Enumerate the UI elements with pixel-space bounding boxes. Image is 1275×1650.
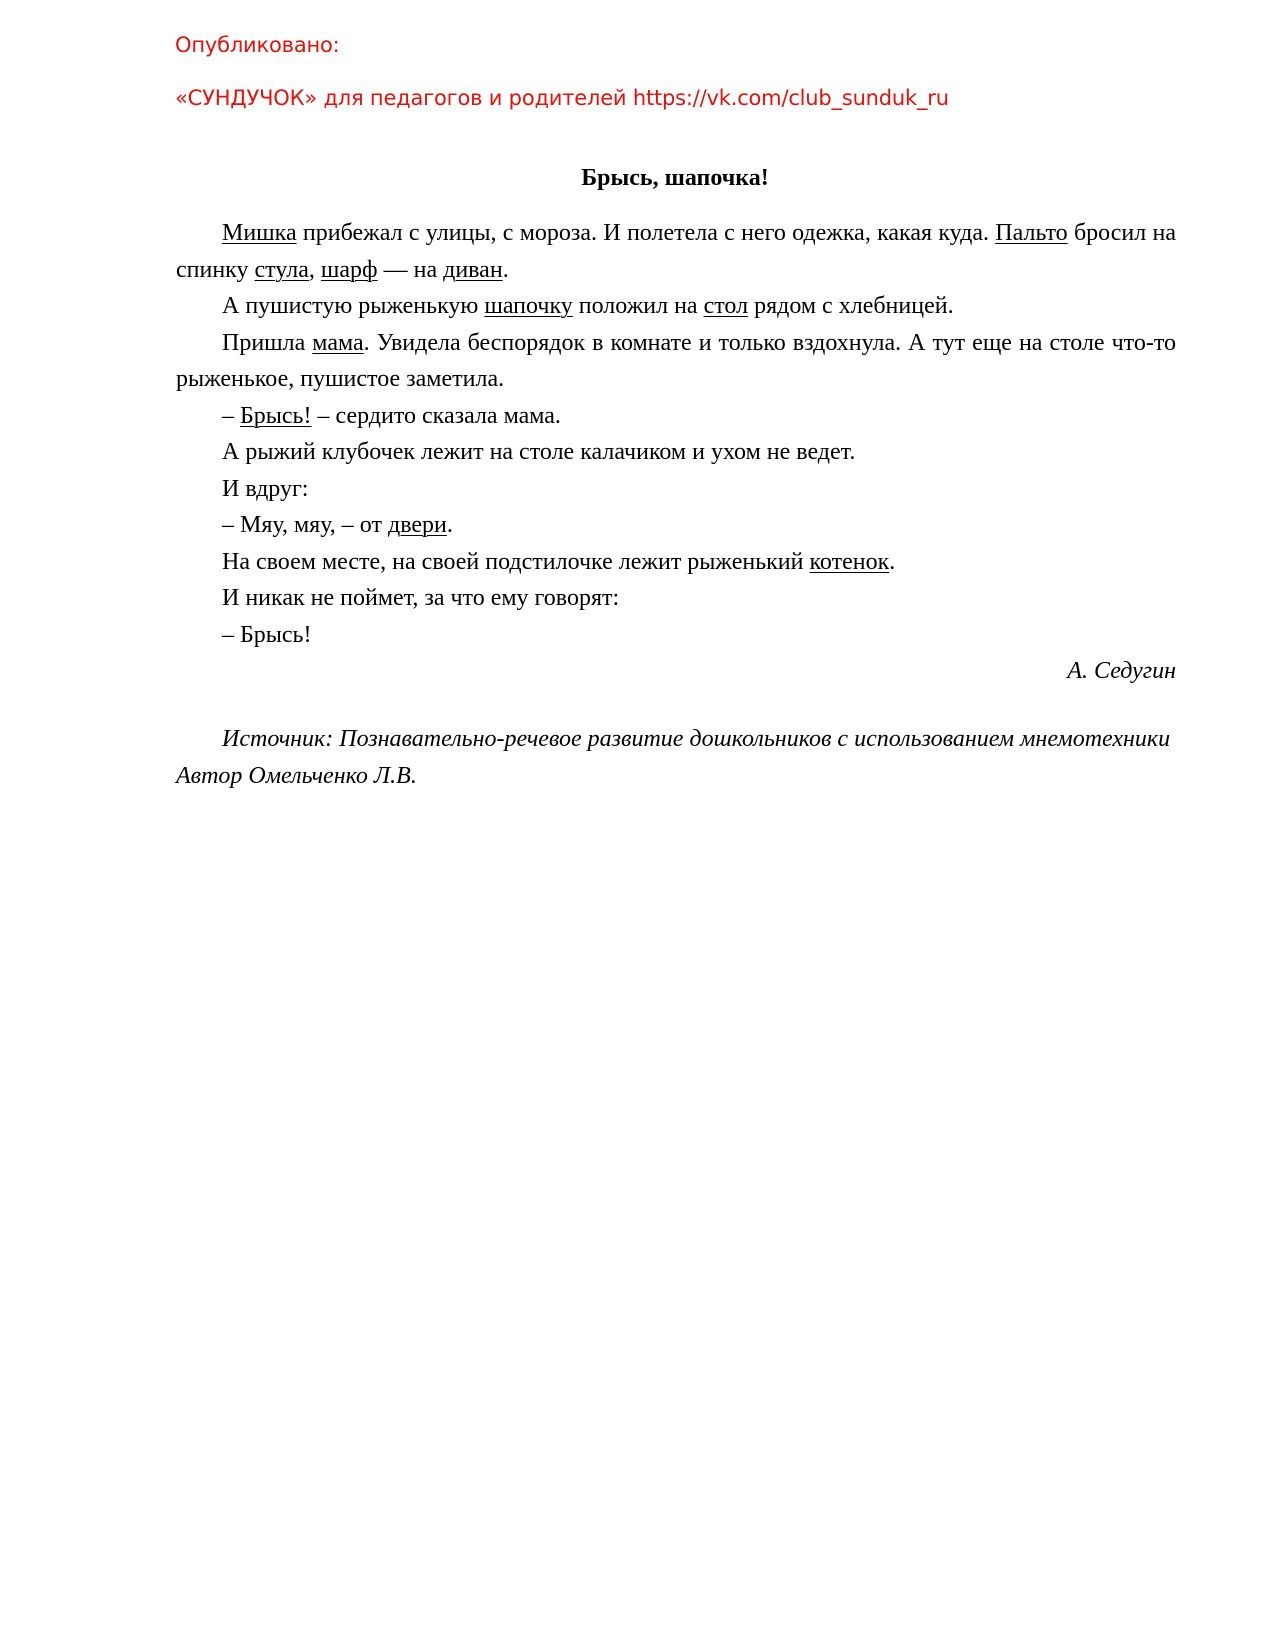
keyword-mishka: Мишка: [222, 220, 297, 246]
paragraph-2: [176, 288, 1176, 325]
keyword-stol: стол: [703, 293, 749, 319]
keyword-kotenok: котенок: [809, 548, 890, 575]
paragraph-3: [176, 325, 1176, 398]
keyword-palto: Пальто: [995, 220, 1068, 246]
paragraph-text: . Увидела беспорядок в комнате и только вздохнула. А тут еще на столе что-то рыженькое, пушистое заметила.: [176, 329, 1176, 392]
paragraph-10: – Брысь!: [222, 621, 312, 648]
paragraph-text: прибежал с улицы, с мороза. И полетела с него одежка, какая куда.: [296, 220, 996, 246]
keyword-shapochka: шапочку: [484, 293, 573, 319]
paragraph-text: .: [889, 548, 896, 575]
paragraph-text: Пришла: [222, 329, 313, 356]
keyword-mama: мама: [312, 329, 364, 356]
paragraph-text: положил на: [572, 293, 704, 319]
keyword-stul: стула: [254, 256, 309, 283]
paragraph-5: А рыжий клубочек лежит на столе калачиком и ухом не ведет.: [222, 439, 856, 465]
keyword-sharf: шарф: [320, 256, 378, 283]
keyword-divan: диван: [443, 256, 503, 283]
keyword-dver: двери: [387, 512, 447, 538]
paragraph-1: [176, 215, 1176, 288]
source-note: Источник: Познавательно-речевое развитие дошкольников с использованием мнемотехники Автор Омельченко Л.В.: [176, 726, 1171, 789]
paragraph-text: — на: [377, 256, 444, 283]
paragraph-6: И вдруг:: [222, 475, 309, 502]
paragraph-text: рядом с хлебницей.: [748, 293, 954, 319]
paragraph-text: .: [502, 256, 509, 283]
story-body: [176, 215, 1176, 690]
paragraph-text: ,: [308, 256, 321, 283]
paragraph-4: [176, 398, 1176, 435]
paragraph-text: На своем месте, на своей подстилочке лежит рыженький: [222, 548, 810, 575]
published-label: Опубликовано:: [175, 33, 340, 57]
publisher-line: «СУНДУЧОК» для педагогов и родителей https://vk.com/club_sunduk_ru: [175, 86, 949, 110]
story-author: А. Седугин: [1067, 658, 1176, 684]
paragraph-text: –: [222, 402, 240, 429]
paragraph-text: – Мяу, мяу, – от: [222, 512, 388, 538]
paragraph-text: бросил на спинку: [176, 220, 1176, 283]
story-title: Брысь, шапочка!: [581, 165, 769, 191]
paragraph-text: – сердито сказала мама.: [311, 402, 561, 429]
paragraph-text: А пушистую рыженькую: [222, 293, 485, 319]
paragraph-7: [176, 507, 1176, 544]
paragraph-9: И никак не поймет, за что ему говорят:: [222, 585, 620, 611]
paragraph-text: .: [446, 512, 453, 538]
paragraph-8: [176, 544, 1176, 581]
keyword-brys: Брысь!: [240, 402, 312, 429]
